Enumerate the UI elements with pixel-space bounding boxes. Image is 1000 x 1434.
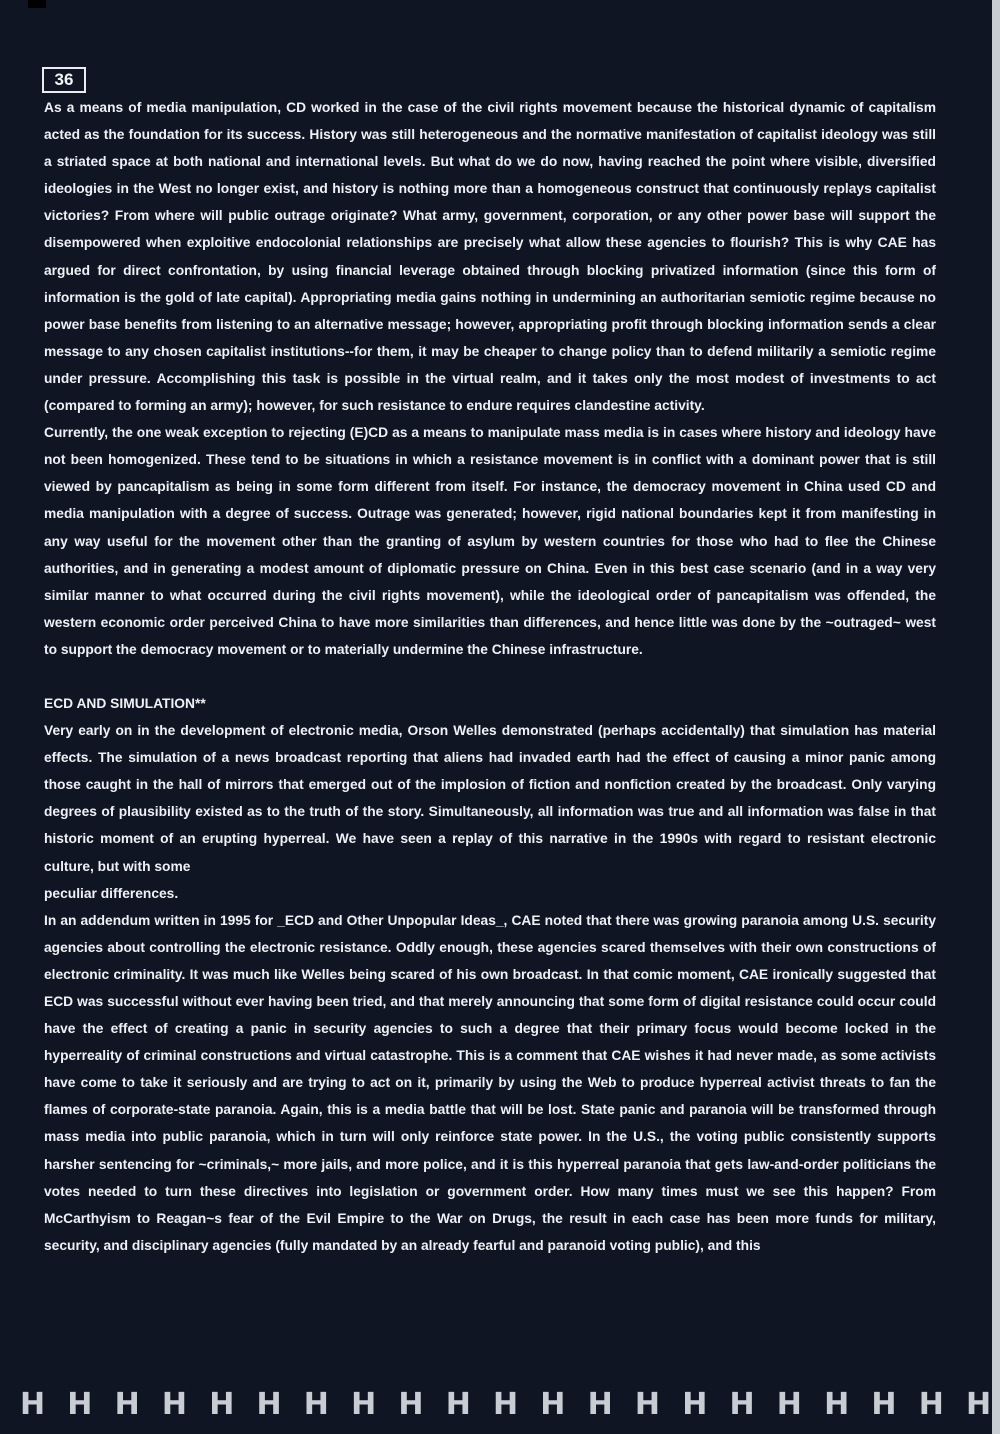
paragraph: As a means of media manipulation, CD worked in the case of the civil rights movement because the historical dynamic of capitalism acted as the foundation for its success. History was still heterogeneous and the normative manifestation of capitalist ideology was still a striated space at both national and international levels. But what do we do now, having reached the point where visible, diversified ideologies in the West no longer exist, and history is nothing more than a homogeneous construct that continuously replays capitalist victories? From where will public outrage originate? What army, government, corporation, or any other power base will support the disempowered when exploitive endocolonial relationships are precisely what allow these agencies to flourish? This is why CAE has argued for direct confrontation, by using financial leverage obtained through blocking privatized information (since this form of information is the gold of late capital). Appropriating media gains nothing in undermining an authoritarian semiotic regime because no power base benefits from listening to an alternative message; however, appropriating profit through blocking information sends a clear message to any chosen capitalist institutions--for them, it may be cheaper to change policy than to defend militarily a semiotic regime under pressure. Accomplishing this task is possible in the virtual realm, and it takes only the most modest of investments to act (compared to forming an army); however, for such resistance to endure requires clandestine activity. bbox=[44, 100, 936, 414]
binding-ring-icon: H bbox=[114, 1387, 140, 1422]
binding-ring-icon: H bbox=[776, 1387, 802, 1422]
binding-ring-icon: H bbox=[20, 1387, 46, 1422]
spiral-binding bbox=[0, 1376, 992, 1434]
binding-ring-icon: H bbox=[303, 1387, 329, 1422]
page-number: 36 bbox=[42, 67, 86, 93]
binding-ring-icon: H bbox=[587, 1387, 613, 1422]
paragraph: Currently, the one weak exception to rejecting (E)CD as a means to manipulate mass media is in cases where history and ideology have not been homogenized. These tend to be situations in which a resistance movement is in conflict with a dominant power that is still viewed by pancapitalism as being in some form different from itself. For instance, the democracy movement in China used CD and media manipulation with a degree of success. Outrage was generated; however, rigid national boundaries kept it from manifesting in any way useful for the movement other than the granting of asylum by western countries for those who had to flee the Chinese authorities, and in generating a modest amount of diplomatic pressure on China. Even in this best case scenario (and in a way very similar manner to what occurred during the civil rights movement), while the ideological order of pancapitalism was offended, the western economic order perceived China to have more similarities than differences, and hence little was done by the ~outraged~ west to support the democracy movement or to materially undermine the Chinese infrastructure. bbox=[44, 425, 936, 657]
corner-mark bbox=[28, 0, 46, 8]
binding-ring-icon: H bbox=[966, 1387, 992, 1422]
binding-ring-icon: H bbox=[67, 1387, 93, 1422]
binding-ring-icon: H bbox=[493, 1387, 519, 1422]
binding-ring-icon: H bbox=[729, 1387, 755, 1422]
page-body bbox=[44, 94, 936, 1259]
paragraph: In an addendum written in 1995 for _ECD and Other Unpopular Ideas_, CAE noted that there was growing paranoia among U.S. security agencies about controlling the electronic resistance. Oddly enough, these agencies scared themselves with their own constructions of electronic criminality. It was much like Welles being scared of his own broadcast. In that comic moment, CAE ironically suggested that ECD was successful without ever having been tried, and that merely announcing that some form of digital resistance could occur could have the effect of creating a panic in security agencies to such a degree that their primary focus would become locked in the hyperreality of criminal constructions and virtual catastrophe. This is a comment that CAE wishes it had never made, as some activists have come to take it seriously and are trying to act on it, primarily by using the Web to produce hyperreal activist threats to fan the flames of corporate-state paranoia. Again, this is a media battle that will be lost. State panic and paranoia will be transformed through mass media into public paranoia, which in turn will only reinforce state power. In the U.S., the voting public consistently supports harsher sentencing for ~criminals,~ more jails, and more police, and it is this hyperreal paranoia that gets law-and-order politicians the votes needed to turn these directives into legislation or government order. How many times must we see this happen? From McCarthyism to Reagan~s fear of the Evil Empire to the War on Drugs, the result in each case has been more funds for military, security, and disciplinary agencies (fully mandated by an already fearful and paranoid voting public), and this bbox=[44, 912, 936, 1253]
paragraph: peculiar differences. bbox=[44, 885, 179, 901]
binding-ring-icon: H bbox=[682, 1387, 708, 1422]
binding-ring-icon: H bbox=[398, 1387, 424, 1422]
binding-ring-icon: H bbox=[351, 1387, 377, 1422]
binding-ring-icon: H bbox=[161, 1387, 187, 1422]
binding-ring-icon: H bbox=[871, 1387, 897, 1422]
binding-ring-icon: H bbox=[918, 1387, 944, 1422]
binding-ring-icon: H bbox=[540, 1387, 566, 1422]
binding-ring-icon: H bbox=[824, 1387, 850, 1422]
binding-ring-icon: H bbox=[209, 1387, 235, 1422]
binding-ring-icon: H bbox=[445, 1387, 471, 1422]
binding-ring-icon: H bbox=[256, 1387, 282, 1422]
binding-ring-icon: H bbox=[634, 1387, 660, 1422]
section-heading: ECD AND SIMULATION** bbox=[44, 695, 206, 711]
page-right-edge bbox=[992, 0, 1000, 1434]
paragraph: Very early on in the development of electronic media, Orson Welles demonstrated (perhaps accidentally) that simulation has material effects. The simulation of a news broadcast reporting that aliens had invaded earth had the effect of causing a minor panic among those caught in the hall of mirrors that emerged out of the implosion of fiction and nonfiction created by the broadcast. Only varying degrees of plausibility existed as to the truth of the story. Simultaneously, all information was true and all information was false in that historic moment of an erupting hyperreal. We have seen a replay of this narrative in the 1990s with regard to resistant electronic culture, but with some bbox=[44, 723, 936, 874]
